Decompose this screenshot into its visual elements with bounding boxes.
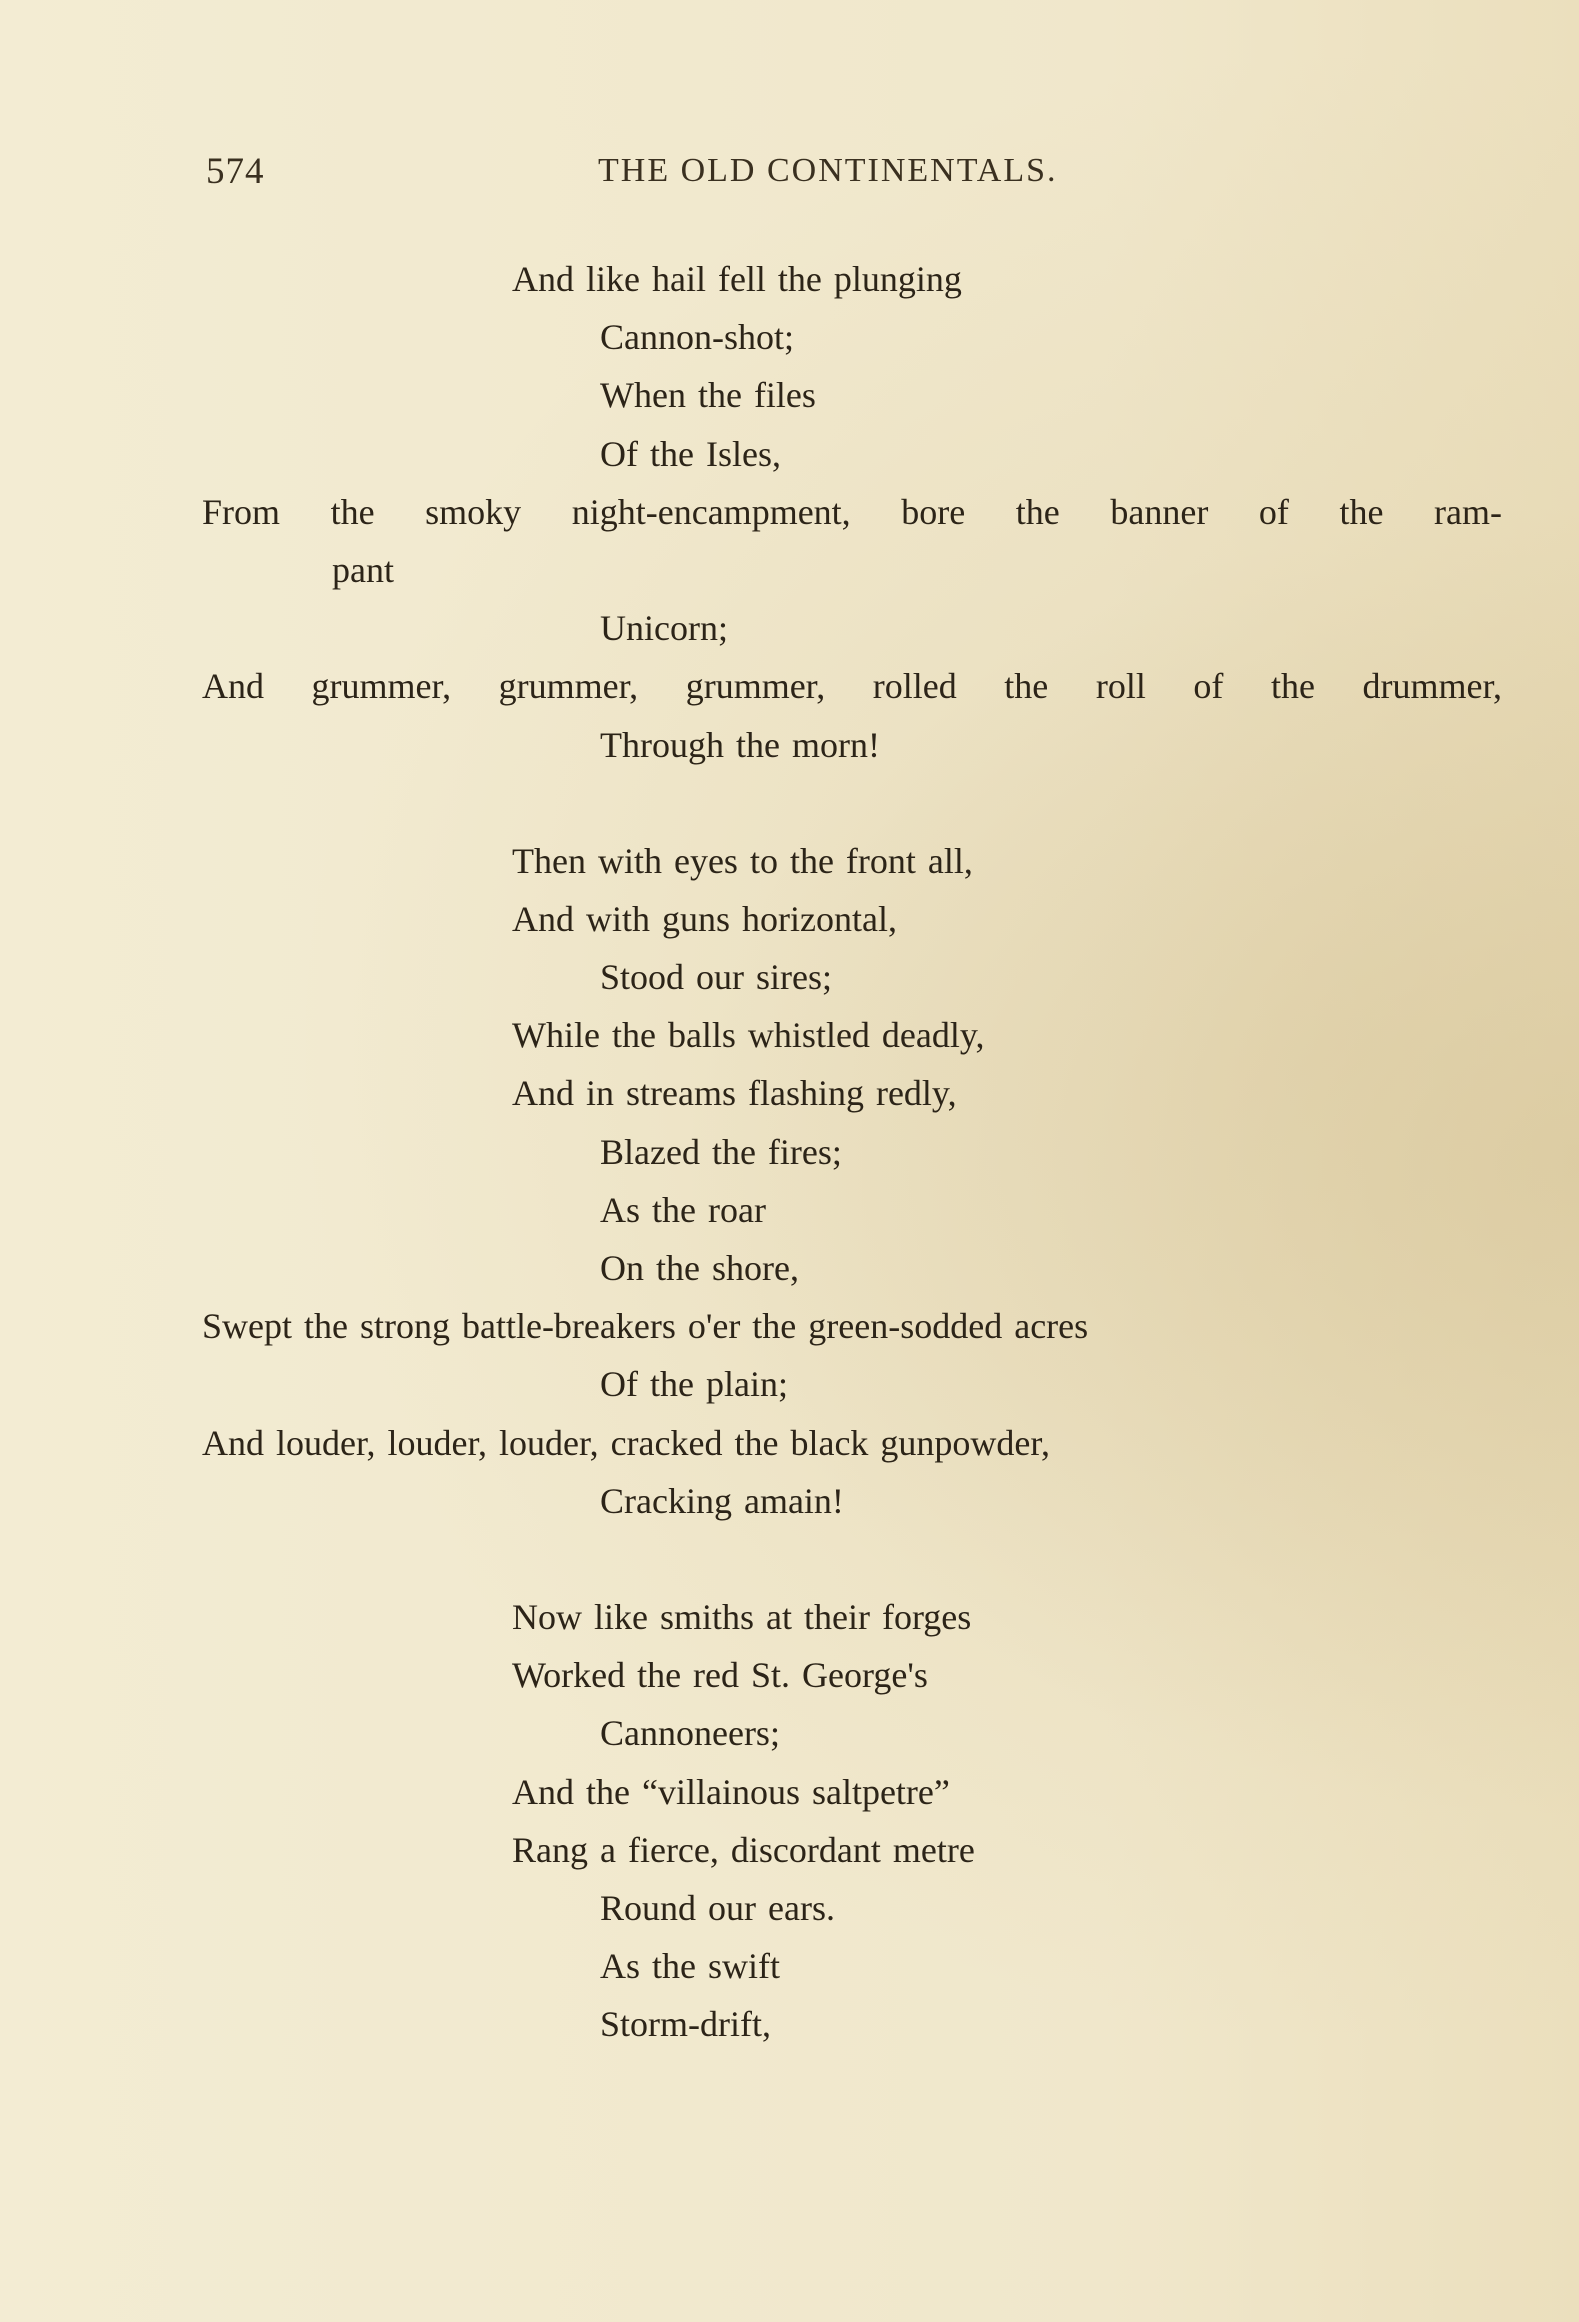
- verse-line: Of the Isles,: [600, 433, 781, 474]
- verse-line: Storm-drift,: [600, 2004, 771, 2045]
- verse-line: Rang a fierce, discordant metre: [512, 1829, 975, 1870]
- verse-line: Then with eyes to the front all,: [512, 840, 973, 881]
- verse-line: Worked the red St. George's: [512, 1655, 928, 1696]
- verse-line: And like hail fell the plunging: [512, 259, 962, 299]
- stanza-2: [0, 832, 1579, 1530]
- verse-line: And louder, louder, louder, cracked the black gunpowder,: [202, 1422, 1050, 1463]
- verse-line: As the roar: [600, 1189, 766, 1230]
- stanza-3: [0, 1588, 1579, 2054]
- page-header: [0, 150, 1579, 200]
- verse-line: Swept the strong battle-breakers o'er the green-sodded acres: [202, 1306, 1089, 1347]
- verse-line: While the balls whistled deadly,: [512, 1015, 985, 1056]
- verse-line: Of the plain;: [600, 1364, 788, 1405]
- verse-line: Through the morn!: [600, 724, 880, 765]
- verse-line: Cannoneers;: [600, 1713, 780, 1754]
- verse-line: Cannon-shot;: [600, 317, 794, 358]
- verse-line-continuation: pant: [332, 549, 394, 590]
- stanza-1: [0, 250, 1579, 774]
- verse-line: Round our ears.: [600, 1887, 835, 1928]
- verse-line: Unicorn;: [600, 608, 728, 649]
- verse-line: Stood our sires;: [600, 957, 833, 998]
- verse-line: And with guns horizontal,: [512, 898, 897, 939]
- verse-line: And the “villainous saltpetre”: [512, 1771, 950, 1812]
- verse-line: Blazed the fires;: [600, 1131, 842, 1172]
- stanza-break: [0, 1530, 1579, 1588]
- page-number: 574: [206, 151, 265, 192]
- verse-line: Cracking amain!: [600, 1480, 844, 1521]
- verse-line: When the files: [600, 375, 816, 416]
- verse-line: As the swift: [600, 1946, 780, 1987]
- stanza-break: [0, 774, 1579, 832]
- verse-line: And grummer, grummer, grummer, rolled the roll of the drummer,: [202, 666, 1502, 707]
- verse-line: Now like smiths at their forges: [512, 1596, 972, 1637]
- verse-line: On the shore,: [600, 1248, 799, 1288]
- verse-line: From the smoky night-encampment, bore the banner of the ram-: [202, 491, 1502, 532]
- running-head: THE OLD CONTINENTALS.: [598, 152, 1058, 189]
- verse-line: And in streams flashing redly,: [512, 1073, 957, 1114]
- poem-body: [0, 250, 1579, 2053]
